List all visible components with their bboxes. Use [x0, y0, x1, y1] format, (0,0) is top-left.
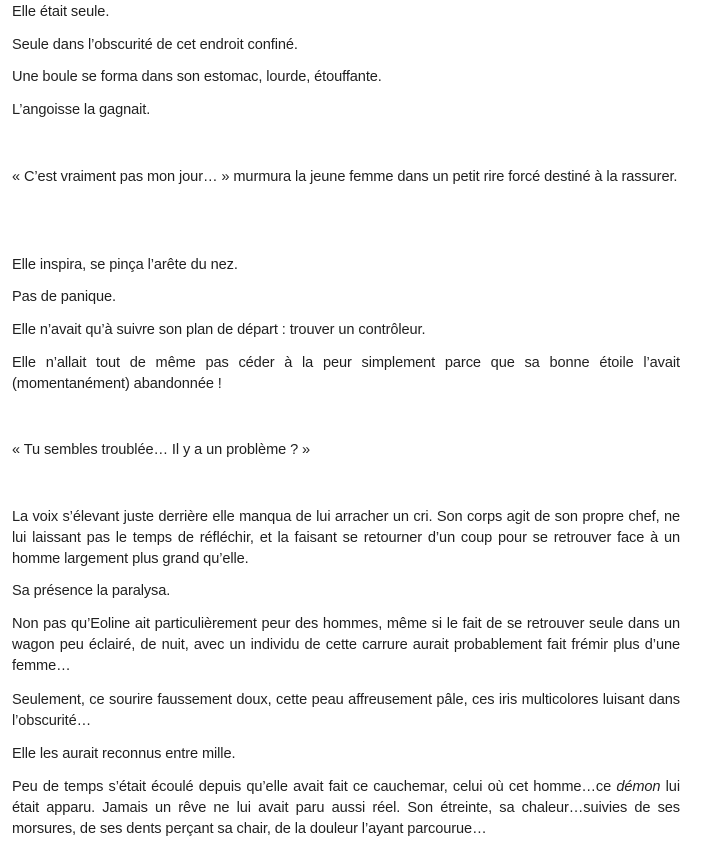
paragraph: Seulement, ce sourire faussement doux, cette peau affreusement pâle, ces iris multicolores luisant dans l’obscurité… — [12, 692, 680, 729]
paragraph-text-end: lui était apparu. Jamais un rêve ne lui avait paru aussi réel. Son étreinte, sa chaleur…suivies de ses morsures, de ses dents perçant sa chair, de la douleur l’ayant parcourue… — [12, 779, 680, 837]
paragraph-text-start: Peu de temps s’était écoulé depuis qu’elle avait fait ce cauchemar, celui où cet homme…ce — [12, 779, 612, 795]
paragraph: L’angoisse la gagnait. — [12, 102, 151, 118]
emphasis-text: démon — [616, 779, 661, 795]
dialogue-paragraph: « Tu sembles troublée… Il y a un problème ? » — [12, 442, 311, 458]
paragraph: Seule dans l’obscurité de cet endroit confiné. — [12, 37, 298, 53]
paragraph: Elle les aurait reconnus entre mille. — [12, 746, 236, 762]
paragraph: Elle était seule. — [12, 4, 110, 20]
paragraph: Pas de panique. — [12, 289, 116, 305]
paragraph: Elle n’allait tout de même pas céder à la peur simplement parce que sa bonne étoile l’avait (momentanément) abandonnée ! — [12, 355, 680, 392]
paragraph: Elle n’avait qu’à suivre son plan de départ : trouver un contrôleur. — [12, 322, 426, 338]
paragraph: Elle inspira, se pinça l’arête du nez. — [12, 257, 238, 273]
paragraph: Une boule se forma dans son estomac, lourde, étouffante. — [12, 69, 382, 85]
dialogue-paragraph: « C’est vraiment pas mon jour… » murmura la jeune femme dans un petit rire forcé destiné à la rassurer. — [12, 169, 678, 185]
paragraph: La voix s’élevant juste derrière elle manqua de lui arracher un cri. Son corps agit de son propre chef, ne lui laissant pas le temps de réfléchir, et la faisant se retourner d’un coup pour se retrouver face à un homme largement plus grand qu’elle. — [12, 509, 680, 567]
paragraph: Non pas qu’Eoline ait particulièrement peur des hommes, même si le fait de se retrouver seule dans un wagon peu éclairé, de nuit, avec un individu de cette carrure aurait probablement fait frémir plus d’une femme… — [12, 616, 680, 674]
paragraph-with-emphasis — [12, 777, 680, 840]
paragraph: Sa présence la paralysa. — [12, 583, 171, 599]
